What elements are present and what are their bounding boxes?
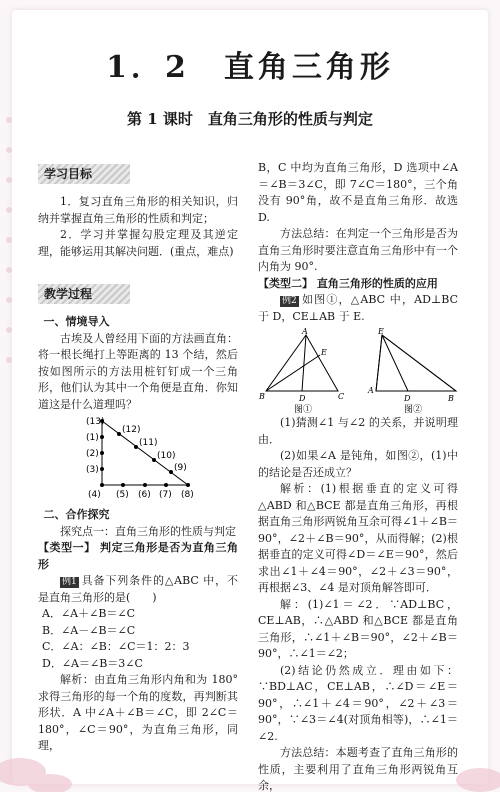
section-heading-explore: 二、合作探究 [43, 508, 110, 521]
option-b: B．∠A－∠B＝∠C [42, 623, 136, 637]
fig-vertex-label: A [302, 327, 308, 336]
rope-point-label: (6) [138, 490, 151, 500]
rope-point-label: (1) [86, 433, 99, 443]
fig-vertex-label: E [378, 327, 384, 336]
example-1-question: 具备下列条件的△ABC 中，不是直角三角形的是( ) [38, 574, 238, 604]
rope-point-label: (10) [157, 451, 176, 461]
example-1-badge: 例1 [62, 577, 77, 587]
rope-point-label: (7) [159, 490, 172, 500]
analysis-continued: B，C 中均为直角三角形，D 选项中∠A＝∠B＝3∠C，即 7∠C＝180°，三个角没有 90°角，故不是直角三角形．故选 D. [258, 161, 458, 224]
solution-1: 解：(1)∠1＝∠2．∵AD⊥BC，CE⊥AB，∴△ABD 和△BCE 都是直角三角形，∴∠1＋∠B＝90°，∠2＋∠B＝90°，∴∠1＝∠2； [258, 597, 458, 660]
method-summary-1: 方法总结：在判定一个三角形是否为直角三角形时要注意直角三角形中有一个内角为 90°. [258, 227, 458, 273]
section-banner-process: 教学过程 [38, 284, 130, 304]
explore-point-1: 探究点一：直角三角形的性质与判定 [60, 524, 236, 538]
fig-vertex-label: B [448, 394, 454, 403]
fig-vertex-label: C [338, 392, 345, 401]
fig-vertex-label: D [404, 394, 411, 403]
rope-point-label: (13) [86, 417, 105, 427]
rope-point-label: (8) [181, 490, 194, 500]
fig-vertex-label: E [321, 348, 327, 357]
rope-triangle-figure [38, 413, 238, 503]
figure-2-caption: 图② [404, 405, 423, 415]
example-2-badge: 例2 [282, 296, 297, 306]
fig-vertex-label: A [368, 386, 374, 395]
left-column [38, 160, 238, 755]
question-2: (2)如果∠A 是钝角，如图②，(1)中的结论是否还成立？ [258, 449, 458, 479]
figure-1-caption: 图① [294, 405, 313, 415]
intro-paragraph: 古埃及人曾经用下面的方法画直角：将一根长绳打上等距离的 13 个结，然后按如图所示的方法用桩钉钉成一个三角形，他们认为其中一个角便是直角．你知道这是什么道理吗？ [38, 331, 238, 411]
type-1-heading: 【类型一】 判定三角形是否为直角三角形 [38, 541, 238, 571]
rope-point-label: (2) [86, 449, 99, 459]
rope-point-label: (5) [116, 490, 129, 500]
example-2-question: 如图①，△ABC 中，AD⊥BC 于 D，CE⊥AB 于 E. [258, 293, 458, 323]
section-banner-objectives: 学习目标 [38, 164, 130, 184]
rope-point-label: (3) [86, 465, 99, 475]
solution-2: (2)结论仍然成立．理由如下：∵BD⊥AC，CE⊥AB，∴∠D＝∠E＝90°，∴∠1＋∠4＝90°，∠2＋∠3＝90°，∵∠3＝∠4(对顶角相等)，∴∠1＝∠2. [258, 663, 458, 743]
fig-vertex-label: D [299, 394, 306, 403]
geometry-figures [258, 325, 458, 415]
type-2-heading: 【类型二】 直角三角形的性质的应用 [258, 276, 438, 290]
lesson-subtitle: 第 1 课时 直角三角形的性质与判定 [127, 110, 373, 128]
right-column [258, 160, 458, 792]
section-heading-intro: 一、情境导入 [43, 315, 110, 328]
option-a: A．∠A＋∠B＝∠C [42, 607, 136, 620]
example-2-analysis: 解析：(1)根据垂直的定义可得△ABD 和△BCE 都是直角三角形，再根据直角三角形两锐角互余可得∠1＋∠B＝90°，∠2＋∠B＝90°，从而得解；(2)根据垂直的定义可得∠D＝∠E＝90°，然后求出∠1＋∠4＝90°，∠2＋∠3＝90°，再根据∠3、∠4 是对顶角解答即可． [258, 482, 458, 594]
rope-point-label: (9) [174, 463, 187, 473]
example-1-analysis: 解析：由直角三角形内角和为 180°求得三角形的每一个角的度数，再判断其形状．A 中∠A＋∠B＝∠C，即 2∠C＝180°，∠C＝90°，为直角三角形，同理， [38, 673, 238, 752]
objective-2: 2．学习并掌握勾股定理及其逆定理，能够运用其解决问题．(重点，难点) [38, 228, 238, 258]
rope-point-label: (12) [122, 425, 141, 435]
option-d: D．∠A＝∠B＝3∠C [42, 656, 143, 670]
rope-point-label: (11) [139, 438, 158, 448]
page-title: 1．2 直角三角形 [106, 50, 394, 85]
method-summary-2: 方法总结：本题考查了直角三角形的性质，主要利用了直角三角形两锐角互余， [258, 746, 458, 792]
objective-1: 1．复习直角三角形的相关知识，归纳并掌握直角三角形的性质和判定； [38, 195, 238, 225]
fig-vertex-label: B [259, 392, 265, 401]
option-c: C．∠A：∠B：∠C＝1：2：3 [42, 640, 190, 653]
rope-point-label: (4) [88, 490, 101, 500]
question-1: (1)猜测∠1 与∠2 的关系，并说明理由． [258, 416, 458, 446]
